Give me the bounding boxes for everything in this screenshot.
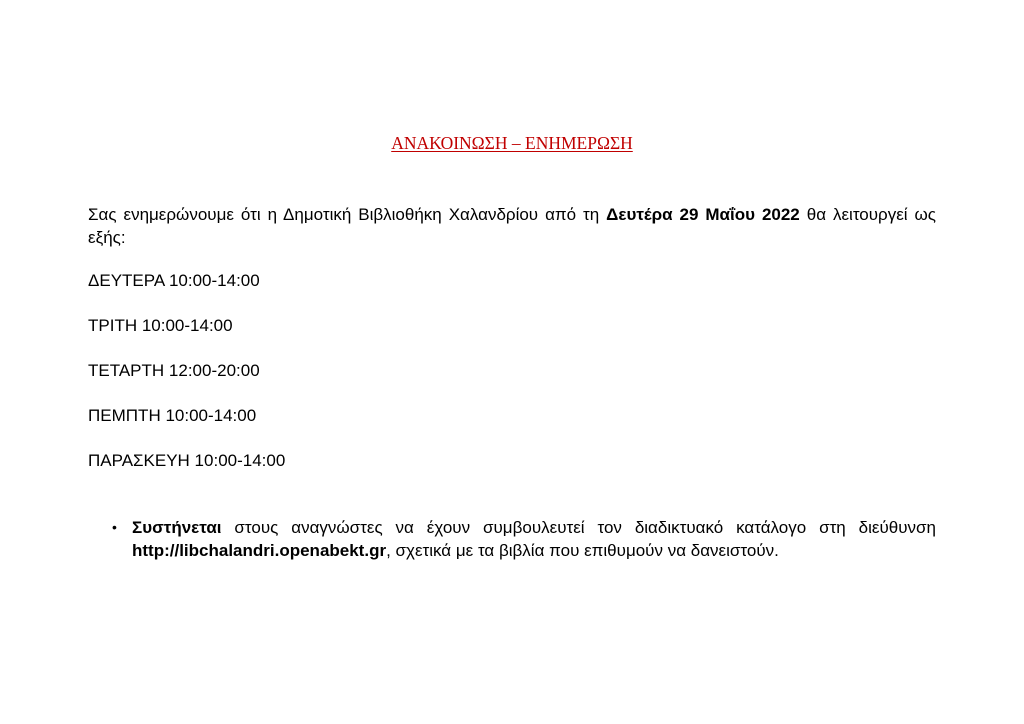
note-text-part2: , σχετικά με τα βιβλία που επιθυμούν να δανειστούν. [386, 541, 779, 560]
note-bold-word: Συστήνεται [132, 518, 222, 537]
recommendation-note [112, 516, 936, 562]
note-text [132, 516, 936, 562]
page-title: ΑΝΑΚΟΙΝΩΣΗ – ΕΝΗΜΕΡΩΣΗ [391, 133, 633, 153]
note-text-part1: στους αναγνώστες να έχουν συμβουλευτεί τον διαδικτυακό κατάλογο στη διεύθυνση [221, 518, 936, 537]
intro-date: Δευτέρα 29 Μαΐου 2022 [606, 205, 800, 224]
opening-hours-list [88, 270, 285, 495]
intro-paragraph [88, 203, 936, 249]
schedule-item-tuesday: ΤΡΙΤΗ 10:00-14:00 [88, 316, 233, 335]
catalog-link[interactable]: http://libchalandri.openabekt.gr [132, 541, 387, 560]
schedule-item-friday: ΠΑΡΑΣΚΕΥΗ 10:00-14:00 [88, 451, 286, 470]
intro-text-start: Σας ενημερώνουμε ότι η Δημοτική Βιβλιοθήκη Χαλανδρίου από τη [88, 205, 607, 224]
schedule-item-thursday: ΠΕΜΠΤΗ 10:00-14:00 [88, 406, 257, 425]
bullet-icon: • [112, 519, 117, 535]
schedule-item-wednesday: ΤΕΤΑΡΤΗ 12:00-20:00 [88, 361, 260, 380]
intro-text-end: θα λειτουργεί ως εξής: [88, 205, 937, 247]
schedule-item-monday: ΔΕΥΤΕΡΑ 10:00-14:00 [88, 271, 260, 290]
